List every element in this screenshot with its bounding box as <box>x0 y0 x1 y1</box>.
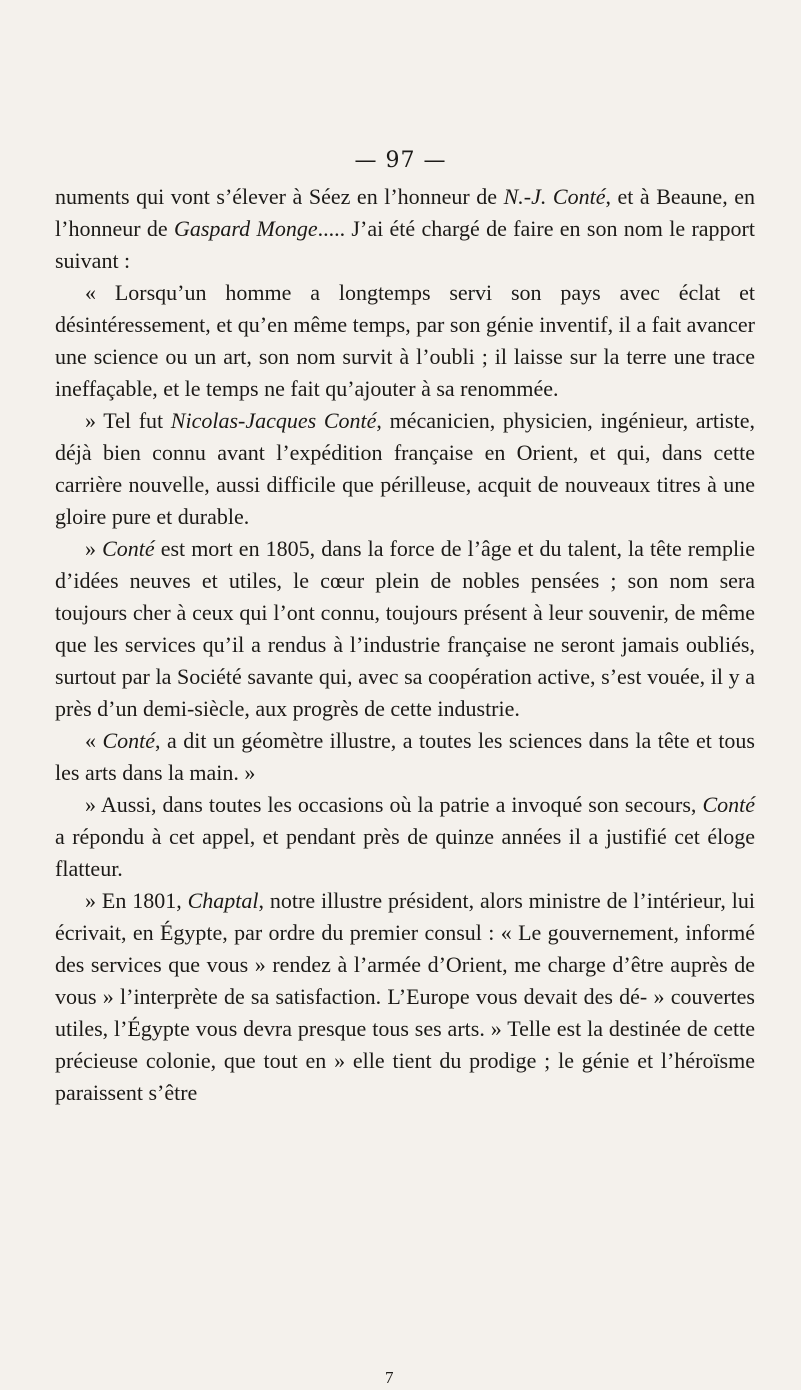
text-run: , notre illustre président, alors ministre de l’intérieur, lui écrivait, en Égypte, par ordre du premier consul : « Le gouvernement, informé des services que vous » rendez à l’armée d’Orient, me charge d’être auprès de vous » l’interprète de sa satisfaction. L’Europe vous devait des dé- » couvertes utiles, l’Égypte vous devra presque tous ses arts. » Telle est la destinée de cette précieuse colonie, que tout en » elle tient du prodige ; le génie et l’héroïsme paraissent s’être <box>55 888 755 1105</box>
text-run: » Aussi, dans toutes les occasions où la patrie a invoqué son secours, <box>85 792 703 817</box>
body-text <box>55 181 755 1109</box>
text-run: » Tel fut <box>85 408 171 433</box>
text-run: , mécanicien, physicien, ingénieur, artiste, déjà bien connu avant l’expédition française en Orient, et qui, dans cette carrière nouvelle, aussi difficile que périlleuse, acquit de nouveaux titres à une gloire pure et durable. <box>55 408 755 529</box>
italic-text: Nicolas-Jacques Conté <box>170 408 377 433</box>
italic-text: N.-J. Conté <box>503 184 606 209</box>
text-run: ..... J’ai été chargé de faire en son nom le rapport suivant : <box>55 216 755 273</box>
paragraph <box>55 885 755 1109</box>
paragraph <box>55 277 755 405</box>
text-run: » En 1801, <box>85 888 188 913</box>
text-run: , a dit un géomètre illustre, a toutes les sciences dans la tête et tous les arts dans la main. » <box>55 728 755 785</box>
text-run: numents qui vont s’élever à Séez en l’honneur de <box>55 184 504 209</box>
italic-text: Conté <box>702 792 755 817</box>
text-run: « <box>85 728 103 753</box>
text-run: , et à Beaune, en l’honneur de <box>55 184 755 241</box>
paragraph <box>55 181 755 277</box>
paragraph <box>55 405 755 533</box>
text-run: a répondu à cet appel, et pendant près de quinze années il a justifié cet éloge flatteur. <box>55 824 755 881</box>
page-number: — 97 — <box>354 148 447 173</box>
italic-text: Conté <box>102 536 155 561</box>
paragraph <box>55 725 755 789</box>
signature-mark: 7 <box>385 1368 394 1387</box>
text-run: » <box>85 536 103 561</box>
text-run: est mort en 1805, dans la force de l’âge et du talent, la tête remplie d’idées neuves et utiles, le cœur plein de nobles pensées ; son nom sera toujours cher à ceux qui l’ont connu, toujours présent à leur souvenir, de même que les services qu’il a rendus à l’industrie française ne seront jamais oubliés, surtout par la Société savante qui, avec sa coopération active, s’est vouée, il y a près d’un demi-siècle, aux progrès de cette industrie. <box>55 536 755 721</box>
italic-text: Chaptal <box>187 888 259 913</box>
italic-text: Gaspard Monge <box>173 216 318 241</box>
italic-text: Conté <box>102 728 156 753</box>
paragraph <box>55 789 755 885</box>
text-run: « Lorsqu’un homme a longtemps servi son pays avec éclat et désintéressement, et qu’en même temps, par son génie inventif, il a fait avancer une science ou un art, son nom survit à l’oubli ; il laisse sur la terre une trace ineffaçable, et le temps ne fait qu’ajouter à sa renommée. <box>55 280 755 401</box>
paragraph <box>55 533 755 725</box>
